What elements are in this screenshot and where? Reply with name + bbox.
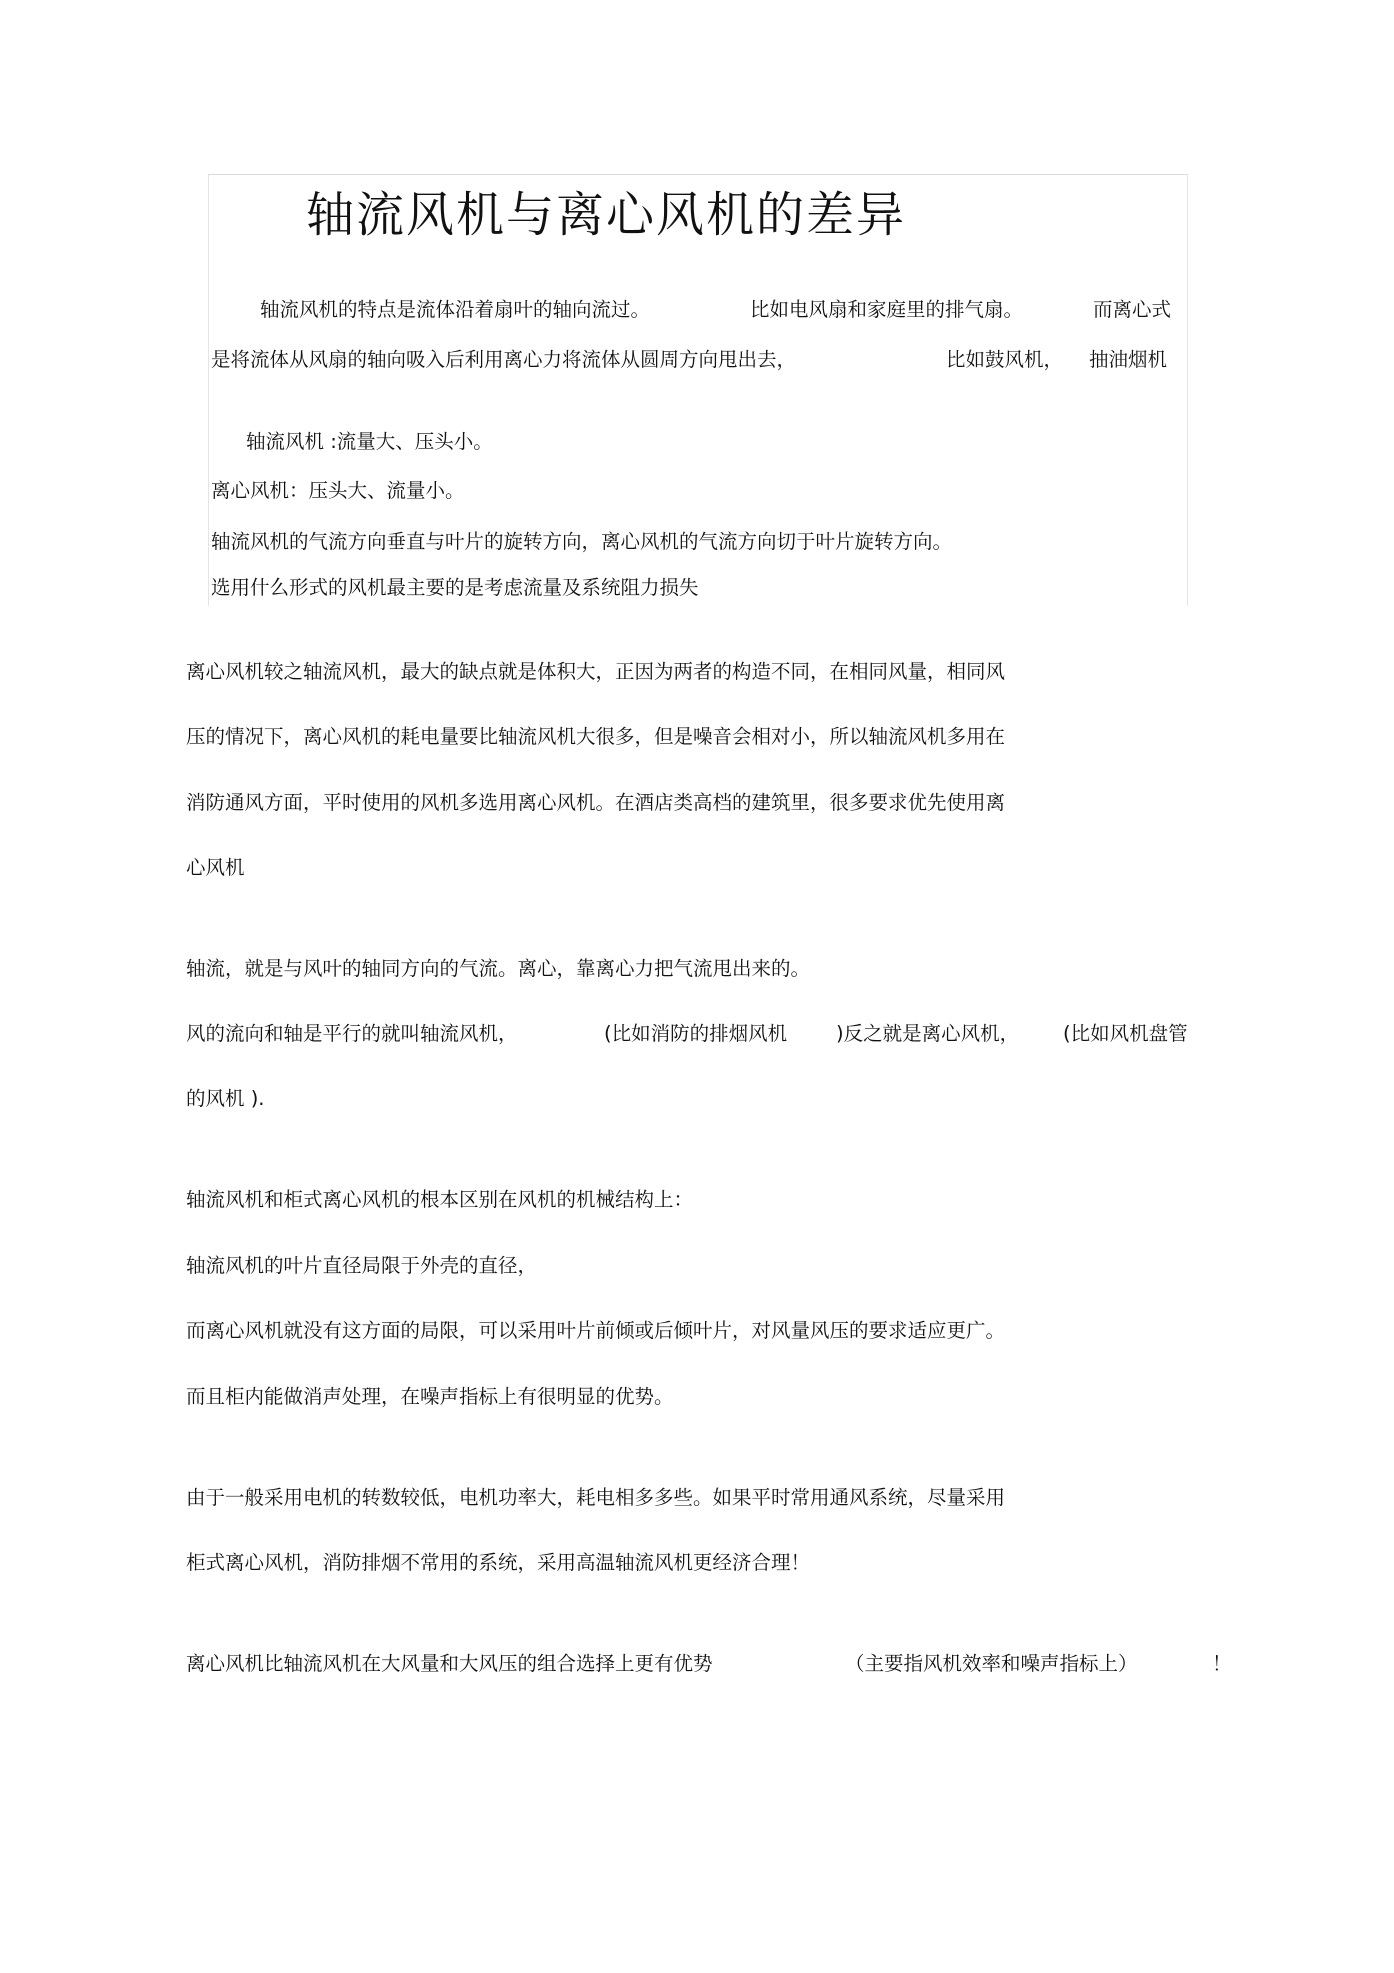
paragraph-line: )反之就是离心风机， [836,1022,1020,1045]
paragraph-line: 柜式离心风机，消防排烟不常用的系统，采用高温轴流风机更经济合理！ [186,1551,811,1574]
paragraph-line: (比如风机盘管 [1063,1022,1188,1045]
box-line: 离心风机：压头大、流量小。 [211,479,465,502]
paragraph-line: 风的流向和轴是平行的就叫轴流风机， [186,1022,518,1045]
paragraph-line: 轴流风机的叶片直径局限于外壳的直径， [186,1254,538,1277]
document-title: 轴流风机与离心风机的差异 [306,187,907,243]
paragraph-line: 轴流，就是与风叶的轴同方向的气流。离心，靠离心力把气流甩出来的。 [186,957,811,980]
paragraph-line: 压的情况下，离心风机的耗电量要比轴流风机大很多，但是噪音会相对小，所以轴流风机多用在 [186,725,1006,748]
intro-text-4: 是将流体从风扇的轴向吸入后利用离心力将流体从圆周方向甩出去， [211,348,797,371]
paragraph-line: 离心风机较之轴流风机，最大的缺点就是体积大，正因为两者的构造不同，在相同风量，相同风 [186,660,1006,683]
paragraph-line: 离心风机比轴流风机在大风量和大风压的组合选择上更有优势 [186,1652,713,1675]
paragraph-line: 由于一般采用电机的转数较低，电机功率大，耗电相多多些。如果平时常用通风系统，尽量采用 [186,1486,1006,1509]
paragraph-line: 轴流风机和柜式离心风机的根本区别在风机的机械结构上： [186,1188,694,1211]
box-line: 轴流风机 :流量大、压头小。 [246,430,493,453]
box-line: 选用什么形式的风机最主要的是考虑流量及系统阻力损失 [211,576,699,599]
paragraph-line: (比如消防的排烟风机 [604,1022,788,1045]
paragraph-line: （主要指风机效率和噪声指标上） [845,1652,1138,1675]
paragraph-line: ！ [1212,1652,1232,1675]
intro-text-5: 比如鼓风机， [946,348,1064,371]
intro-text-1: 轴流风机的特点是流体沿着扇叶的轴向流过。 [260,298,651,321]
paragraph-line: 消防通风方面，平时使用的风机多选用离心风机。在酒店类高档的建筑里，很多要求优先使用离 [186,791,1006,814]
paragraph-line: 的风机 ). [186,1087,265,1110]
intro-text-2: 比如电风扇和家庭里的排气扇。 [750,298,1024,321]
paragraph-line: 心风机 [186,856,245,879]
paragraph-line: 而且柜内能做消声处理，在噪声指标上有很明显的优势。 [186,1385,674,1408]
intro-text-6: 抽油烟机 [1089,348,1168,371]
intro-text-3: 而离心式 [1093,298,1172,321]
box-line: 轴流风机的气流方向垂直与叶片的旋转方向，离心风机的气流方向切于叶片旋转方向。 [211,530,953,553]
paragraph-line: 而离心风机就没有这方面的局限，可以采用叶片前倾或后倾叶片，对风量风压的要求适应更广。 [186,1319,1006,1342]
